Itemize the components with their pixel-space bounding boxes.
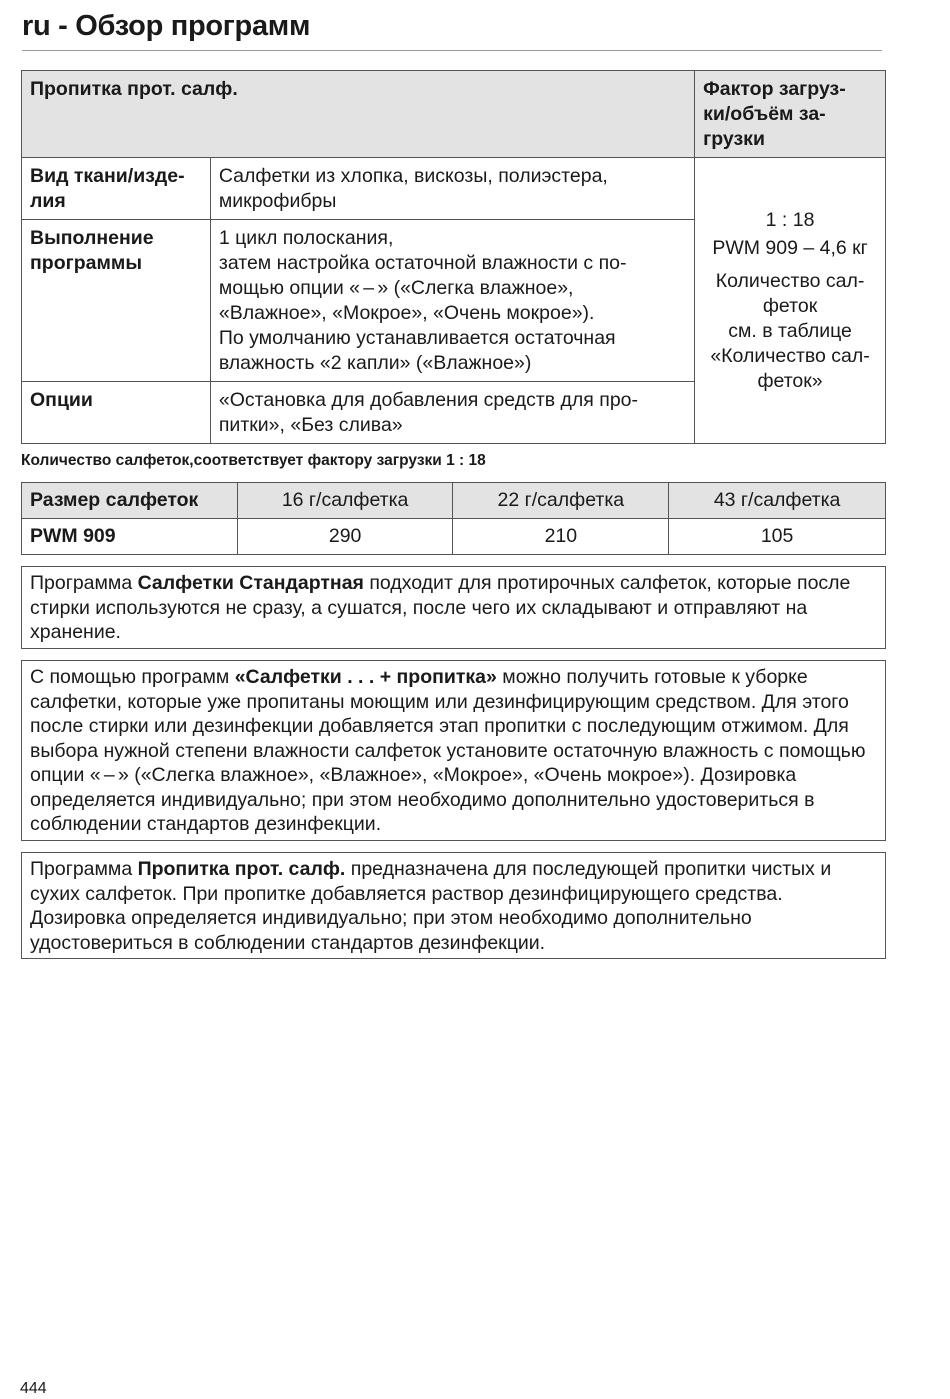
value-line: «Остановка для добавления средств для про-	[218, 389, 639, 411]
program-table-header-row	[22, 71, 886, 158]
program-name-header: Пропитка прот. салф.	[22, 71, 695, 158]
load-factor-header-line: ки/объём за-	[703, 103, 826, 125]
note-text: подходит для протирочных салфеток, которые после стирки используются не сразу, а сушатся, после чего их складывают и отправляют на хранение.	[30, 572, 851, 643]
factor-line: см. в таблице	[728, 320, 852, 342]
column-header: 43 г/салфетка	[669, 483, 886, 519]
load-factor-header-line: Фактор загруз-	[703, 78, 846, 100]
wipe-count-table	[21, 482, 886, 555]
table-row	[22, 519, 886, 555]
value-line: По умолчанию устанавливается остаточная	[218, 327, 616, 349]
header-divider	[22, 50, 882, 51]
note-text: Программа	[30, 572, 138, 594]
row-value-fabric-type	[210, 158, 694, 220]
row-label-fabric-type	[22, 158, 211, 220]
value-line: 1 цикл полоскания,	[218, 227, 394, 249]
row-label-options	[22, 382, 211, 444]
value-line: питки», «Без слива»	[218, 414, 403, 436]
value-line: «Влажное», «Мокрое», «Очень мокрое»).	[218, 302, 595, 324]
note-program-name: Пропитка прот. салф.	[137, 858, 346, 880]
load-factor-header-line: грузки	[703, 128, 765, 150]
page-number: 444	[20, 1380, 47, 1397]
note-standard-wipes	[21, 566, 886, 649]
note-text: С помощью программ	[30, 666, 235, 688]
factor-line: феток»	[757, 370, 823, 392]
load-factor-cell	[695, 158, 886, 444]
label-line: Опции	[30, 389, 93, 411]
table-row	[22, 158, 886, 220]
table-cell: 290	[237, 519, 453, 555]
load-factor-weight: PWM 909 – 4,6 кг	[712, 237, 868, 259]
row-value-options	[210, 382, 694, 444]
label-line: Вид ткани/изде-	[30, 165, 185, 187]
load-factor-ratio: 1 : 18	[765, 209, 815, 231]
count-table-caption: Количество салфеток,соответствует фактору загрузки 1 : 18	[21, 452, 486, 469]
value-line: затем настройка остаточной влажности с по-	[218, 252, 627, 274]
note-text: Программа	[30, 858, 138, 880]
note-text: предназначена для последующей пропитки чистых и сухих салфеток. При пропитке добавляется раствор дезинфицирующего средства. Дозировка определяется индивидуально; при этом необходимо дополнительно удостовериться в соблюдении стандартов дезинфекции.	[30, 858, 832, 954]
value-line: Салфетки из хлопка, вискозы, полиэстера,	[218, 165, 608, 187]
table-cell: PWM 909	[22, 519, 238, 555]
column-header: 22 г/салфетка	[453, 483, 669, 519]
note-text: можно получить готовые к уборке салфетки, которые уже пропитаны моющим или дезинфицирующим средством. Для этого после стирки или дезинфекции добавляется этап пропитки с последующим отжимом. Для выбора нужной степени влажности салфеток установите остаточную влажность с помощью опции « – » («Слегка влажное», «Влажное», «Мокрое», «Очень мокрое»). Дозировка определяется индивидуально; при этом необходимо дополнительно удостовериться в соблюдении стандартов дезинфекции.	[30, 666, 866, 835]
value-line: микрофибры	[218, 190, 337, 212]
page-title: ru - Обзор программ	[22, 10, 311, 42]
note-program-name: «Салфетки . . . + пропитка»	[234, 666, 497, 688]
label-line: Выполнение	[30, 227, 154, 249]
label-line: лия	[30, 190, 66, 212]
value-line: мощью опции « – » («Слегка влажное»,	[218, 277, 574, 299]
table-cell: 105	[669, 519, 886, 555]
load-factor-header	[695, 71, 886, 158]
column-header: Размер салфеток	[22, 483, 238, 519]
factor-line: Количество сал-	[715, 270, 865, 292]
table-cell: 210	[453, 519, 669, 555]
row-value-program-run	[210, 220, 694, 382]
note-program-name: Салфетки Стандартная	[137, 572, 364, 594]
row-label-program-run	[22, 220, 211, 382]
program-table	[21, 70, 886, 444]
count-table-header-row	[22, 483, 886, 519]
column-header: 16 г/салфетка	[237, 483, 453, 519]
factor-line: феток	[762, 295, 818, 317]
factor-line: «Количество сал-	[710, 345, 870, 367]
note-impregnation-only	[21, 852, 886, 959]
value-line: влажность «2 капли» («Влажное»)	[218, 352, 532, 374]
note-impregnation-programs	[21, 660, 886, 841]
label-line: программы	[30, 252, 142, 274]
